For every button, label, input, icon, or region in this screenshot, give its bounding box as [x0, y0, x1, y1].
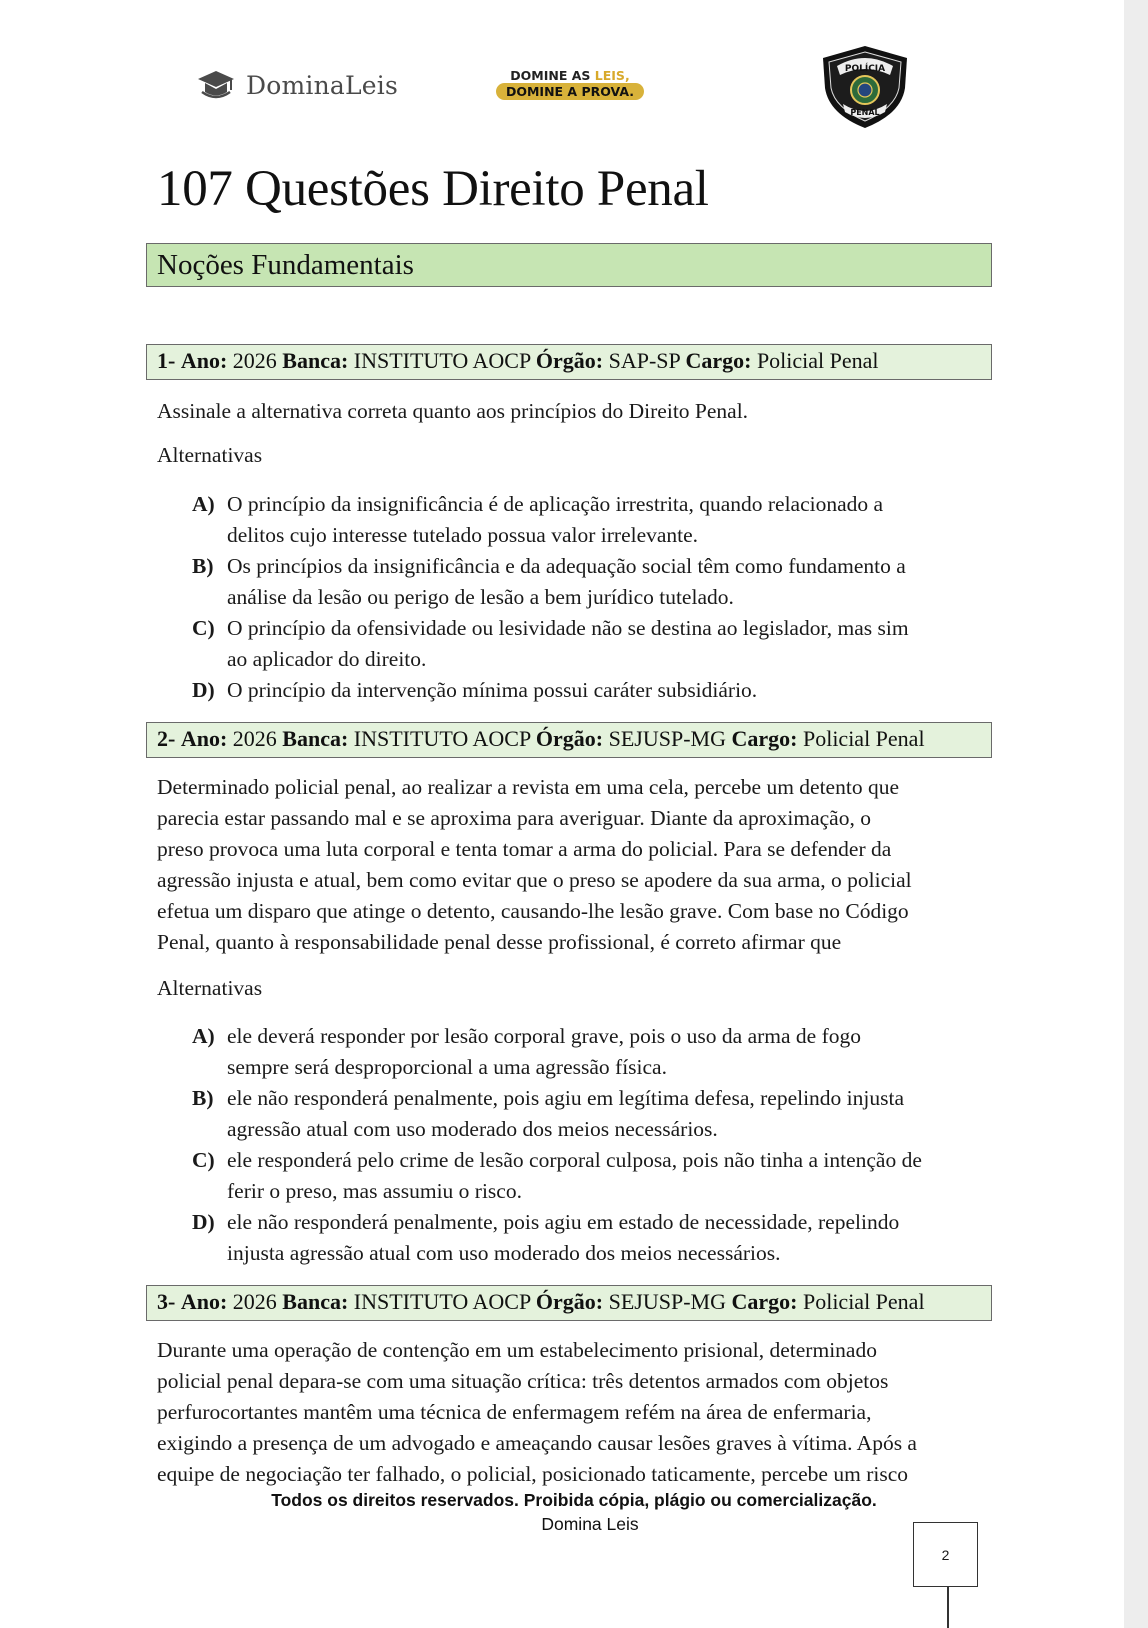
label-orgao: Órgão:: [535, 348, 604, 373]
question-number: 2-: [157, 726, 176, 751]
option-line: delitos cujo interesse tutelado possua valor irrelevante.: [227, 523, 699, 547]
label-ano: Ano:: [180, 726, 228, 751]
option-1d[interactable]: [192, 675, 982, 706]
option-line: ferir o preso, mas assumiu o risco.: [227, 1179, 522, 1203]
option-letter: D): [192, 1210, 215, 1234]
option-line: ele não responderá penalmente, pois agiu em estado de necessidade, repelindo: [227, 1210, 900, 1234]
question-header-3: [146, 1285, 992, 1321]
option-1b[interactable]: [192, 551, 982, 613]
question-statement-2: [157, 772, 987, 958]
statement-line: exigindo a presença de um advogado e ameaçando causar lesões graves à vítima. Após a: [157, 1431, 917, 1455]
question-header-1: [146, 344, 992, 380]
statement-line: equipe de negociação ter falhado, o policial, posicionado taticamente, percebe um risco: [157, 1462, 908, 1486]
page-edge: [1124, 0, 1148, 1628]
statement-line: agressão injusta e atual, bem como evitar que o preso se apodere da sua arma, o policial: [157, 868, 912, 892]
badge-bottom-text: PENAL: [850, 108, 880, 117]
option-1a[interactable]: [192, 489, 982, 551]
question-number: 1-: [157, 348, 176, 373]
statement-line: perfurocortantes mantêm uma técnica de enfermagem refém na área de enfermaria,: [157, 1400, 872, 1424]
value-orgao: SEJUSP-MG: [608, 726, 726, 751]
option-line: O princípio da intervenção mínima possui caráter subsidiário.: [227, 678, 758, 702]
value-ano: 2026: [232, 726, 277, 751]
slogan-logo: [482, 68, 658, 100]
section-title: Noções Fundamentais: [157, 249, 414, 281]
section-header: [146, 243, 992, 287]
option-line: agressão atual com uso moderado dos meios necessários.: [227, 1117, 718, 1141]
option-2c[interactable]: [192, 1145, 982, 1207]
statement-line: preso provoca uma luta corporal e tenta tomar a arma do policial. Para se defender da: [157, 837, 892, 861]
value-banca: INSTITUTO AOCP: [353, 1289, 531, 1314]
document-title: 107 Questões Direito Penal: [157, 161, 709, 217]
option-line: ele não responderá penalmente, pois agiu em legítima defesa, repelindo injusta: [227, 1086, 905, 1110]
label-cargo: Cargo:: [685, 348, 752, 373]
value-orgao: SAP-SP: [608, 348, 680, 373]
statement-line: Assinale a alternativa correta quanto aos princípios do Direito Penal.: [157, 399, 749, 423]
label-ano: Ano:: [180, 1289, 228, 1314]
footer-brand: Domina Leis: [541, 1514, 639, 1534]
statement-line: Penal, quanto à responsabilidade penal desse profissional, é correto afirmar que: [157, 930, 842, 954]
label-banca: Banca:: [282, 726, 349, 751]
alternatives-label: Alternativas: [157, 976, 263, 1000]
label-ano: Ano:: [180, 348, 228, 373]
slogan-line-2: DOMINE A PROVA.: [496, 83, 644, 100]
option-letter: D): [192, 678, 215, 702]
value-cargo: Policial Penal: [756, 348, 879, 373]
policia-penal-badge: [815, 44, 915, 130]
option-line: injusta agressão atual com uso moderado dos meios necessários.: [227, 1241, 781, 1265]
statement-line: Durante uma operação de contenção em um estabelecimento prisional, determinado: [157, 1338, 877, 1362]
option-line: ele responderá pelo crime de lesão corporal culposa, pois não tinha a intenção de: [227, 1148, 922, 1172]
graduation-cap-icon: [196, 68, 236, 102]
question-statement-1: [157, 396, 987, 427]
page-number-line: [947, 1586, 949, 1628]
label-orgao: Órgão:: [535, 726, 604, 751]
slogan-highlight: LEIS,: [594, 68, 630, 83]
option-line: ele deverá responder por lesão corporal grave, pois o uso da arma de fogo: [227, 1024, 861, 1048]
option-line: O princípio da insignificância é de aplicação irrestrita, quando relacionado a: [227, 492, 884, 516]
statement-line: policial penal depara-se com uma situação crítica: três detentos armados com objetos: [157, 1369, 889, 1393]
option-line: ao aplicador do direito.: [227, 647, 427, 671]
option-letter: B): [192, 1086, 214, 1110]
option-letter: C): [192, 1148, 215, 1172]
value-cargo: Policial Penal: [802, 726, 925, 751]
value-ano: 2026: [232, 348, 277, 373]
question-header-2: [146, 722, 992, 758]
dominaleis-logo: [196, 68, 398, 102]
option-2a[interactable]: [192, 1021, 982, 1083]
label-banca: Banca:: [282, 348, 349, 373]
option-letter: C): [192, 616, 215, 640]
label-cargo: Cargo:: [731, 726, 798, 751]
question-statement-3: [157, 1335, 987, 1490]
option-line: Os princípios da insignificância e da adequação social têm como fundamento a: [227, 554, 906, 578]
value-banca: INSTITUTO AOCP: [353, 348, 531, 373]
slogan-part: DOMINE AS: [510, 68, 595, 83]
brand-name: DominaLeis: [246, 70, 399, 100]
label-banca: Banca:: [282, 1289, 349, 1314]
value-ano: 2026: [232, 1289, 277, 1314]
option-2d[interactable]: [192, 1207, 982, 1269]
option-1c[interactable]: [192, 613, 982, 675]
option-line: O princípio da ofensividade ou lesividade não se destina ao legislador, mas sim: [227, 616, 909, 640]
alternatives-label: Alternativas: [157, 443, 263, 467]
value-banca: INSTITUTO AOCP: [353, 726, 531, 751]
question-number: 3-: [157, 1289, 176, 1314]
option-2b[interactable]: [192, 1083, 982, 1145]
value-orgao: SEJUSP-MG: [608, 1289, 726, 1314]
statement-line: efetua um disparo que atinge o detento, causando-lhe lesão grave. Com base no Código: [157, 899, 909, 923]
page-number: 2: [913, 1522, 978, 1587]
value-cargo: Policial Penal: [802, 1289, 925, 1314]
option-line: sempre será desproporcional a uma agressão física.: [227, 1055, 667, 1079]
option-letter: A): [192, 492, 215, 516]
option-letter: A): [192, 1024, 215, 1048]
label-cargo: Cargo:: [731, 1289, 798, 1314]
badge-top-text: POLÍCIA: [844, 64, 886, 74]
option-line: análise da lesão ou perigo de lesão a bem jurídico tutelado.: [227, 585, 734, 609]
statement-line: parecia estar passando mal e se aproxima para averiguar. Diante da aproximação, o: [157, 806, 871, 830]
option-letter: B): [192, 554, 214, 578]
label-orgao: Órgão:: [535, 1289, 604, 1314]
footer-rights: Todos os direitos reservados. Proibida cópia, plágio ou comercialização.: [271, 1490, 877, 1510]
statement-line: Determinado policial penal, ao realizar a revista em uma cela, percebe um detento que: [157, 775, 899, 799]
